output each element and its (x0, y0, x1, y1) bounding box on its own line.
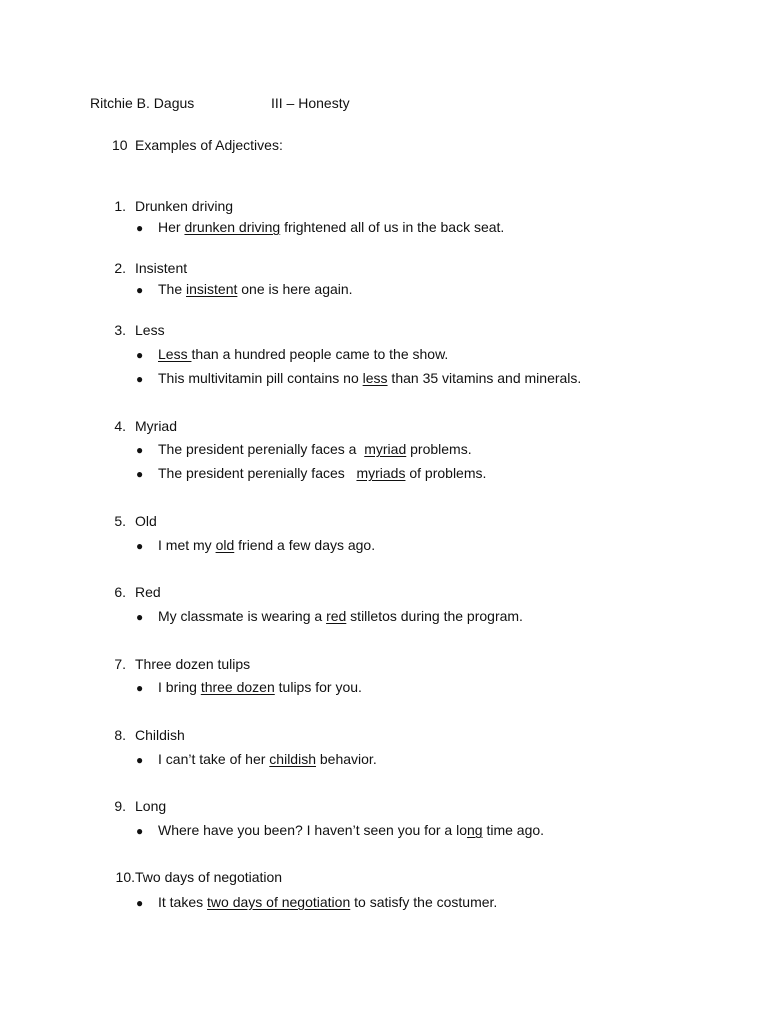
example-sentence: Her drunken driving frightened all of us in the back seat. (158, 219, 505, 235)
item-title: Red (135, 584, 161, 600)
intro-heading: Examples of Adjectives: (135, 137, 283, 153)
bullet-icon: ● (136, 539, 144, 553)
underlined-adjective: ng (466, 822, 483, 838)
item-number: 8. (114, 727, 126, 743)
example-sentence: The insistent one is here again. (158, 281, 353, 297)
item-number: 10. (115, 869, 135, 885)
item-number: 9. (114, 798, 126, 814)
item-number: 2. (114, 260, 126, 276)
underlined-adjective: Less (158, 346, 192, 362)
example-sentence: Where have you been? I haven’t seen you for a long time ago. (158, 822, 545, 838)
item-number: 3. (114, 322, 126, 338)
example-sentence: The president perenially faces a myriad problems. (158, 441, 472, 457)
item-title: Insistent (135, 260, 188, 276)
bullet-icon: ● (136, 283, 144, 297)
item-number: 7. (114, 656, 126, 672)
underlined-adjective: old (215, 537, 235, 553)
item-title: Long (135, 798, 167, 814)
intro-number: 10 (112, 137, 128, 153)
item-number: 6. (114, 584, 126, 600)
underlined-adjective: red (326, 608, 347, 624)
item-title: Less (135, 322, 165, 338)
example-sentence: This multivitamin pill contains no less than 35 vitamins and minerals. (158, 370, 582, 386)
item-title: Drunken driving (135, 198, 234, 214)
bullet-icon: ● (136, 467, 144, 481)
bullet-icon: ● (136, 610, 144, 624)
underlined-adjective: less (362, 370, 388, 386)
underlined-adjective: three dozen (200, 679, 275, 695)
example-sentence: I can’t take of her childish behavior. (158, 751, 377, 767)
bullet-icon: ● (136, 896, 144, 910)
bullet-icon: ● (136, 824, 144, 838)
item-number: 1. (114, 198, 126, 214)
underlined-adjective: insistent (186, 281, 238, 297)
item-title: Old (135, 513, 157, 529)
example-sentence: My classmate is wearing a red stilletos during the program. (158, 608, 523, 624)
underlined-adjective: myriads (356, 465, 406, 481)
item-number: 4. (114, 418, 126, 434)
underlined-adjective: two days of negotiation (207, 894, 351, 910)
bullet-icon: ● (136, 753, 144, 767)
example-sentence: I met my old friend a few days ago. (158, 537, 376, 553)
example-sentence: I bring three dozen tulips for you. (158, 679, 362, 695)
bullet-icon: ● (136, 348, 144, 362)
bullet-icon: ● (136, 372, 144, 386)
bullet-icon: ● (136, 443, 144, 457)
example-sentence: The president perenially faces myriads of problems. (158, 465, 487, 481)
underlined-adjective: drunken driving (184, 219, 281, 235)
underlined-adjective: childish (269, 751, 316, 767)
student-name: Ritchie B. Dagus (90, 95, 195, 111)
item-title: Myriad (135, 418, 178, 434)
example-sentence: It takes two days of negotiation to satisfy the costumer. (158, 894, 498, 910)
item-number: 5. (114, 513, 126, 529)
example-sentence: Less than a hundred people came to the show. (158, 346, 449, 362)
underlined-adjective: myriad (364, 441, 407, 457)
item-title: Childish (135, 727, 185, 743)
item-title: Three dozen tulips (135, 656, 251, 672)
section-label: III – Honesty (271, 95, 350, 111)
bullet-icon: ● (136, 681, 144, 695)
item-title: Two days of negotiation (135, 869, 283, 885)
bullet-icon: ● (136, 221, 144, 235)
